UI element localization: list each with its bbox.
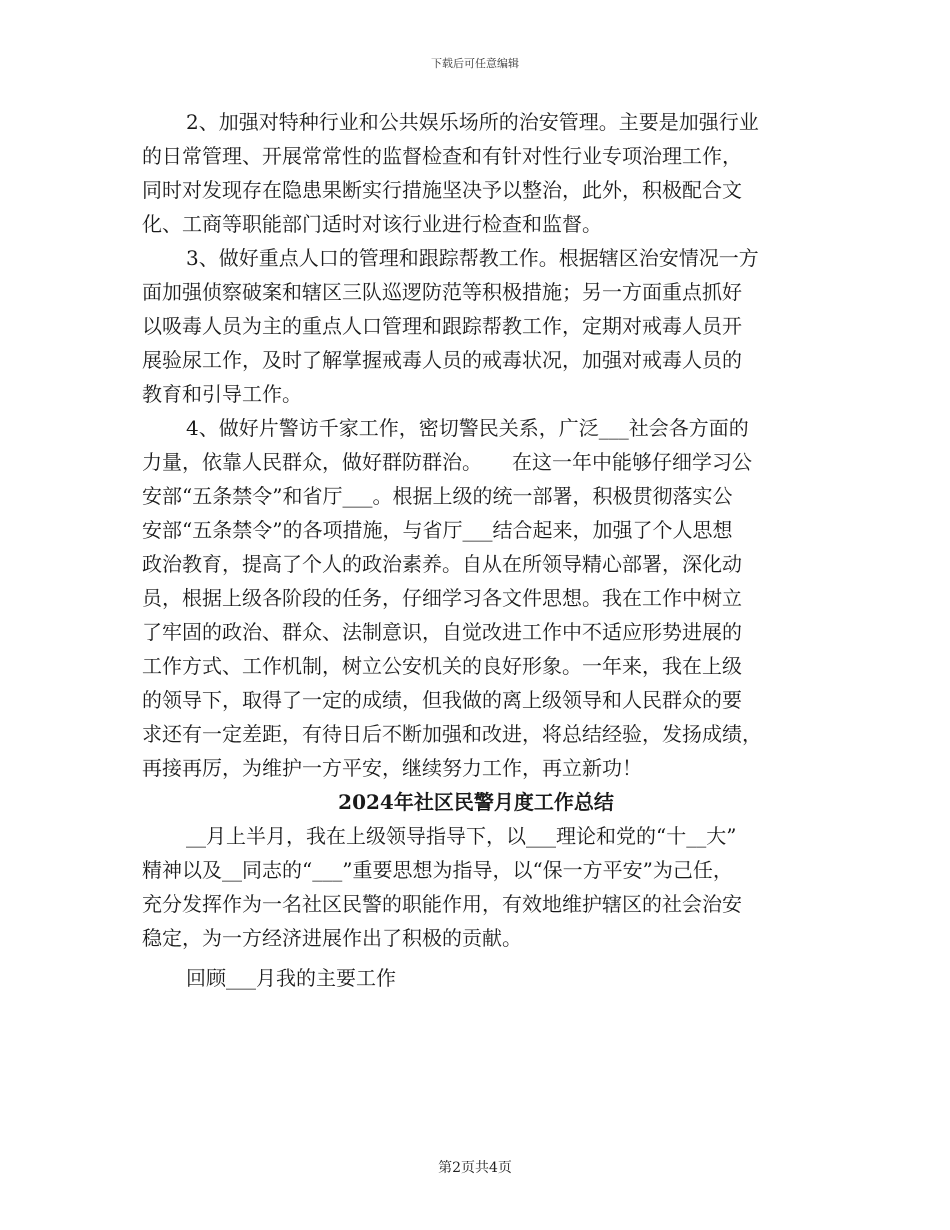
section-title: 2024年社区民警月度工作总结 bbox=[338, 790, 614, 814]
paragraph bbox=[142, 819, 810, 955]
text-line: 3、做好重点人口的管理和跟踪帮教工作。根据辖区治安情况一方 bbox=[186, 246, 759, 270]
text-line: 面加强侦察破案和辖区三队巡逻防范等积极措施；另一方面重点抓好 bbox=[142, 280, 742, 304]
text-line: __月上半月，我在上级领导指导下，以___理论和党的“十__大” bbox=[186, 824, 737, 848]
paragraph bbox=[142, 961, 810, 995]
text-line: 充分发挥作为一名社区民警的职能作用，有效地维护辖区的社会治安 bbox=[142, 892, 742, 916]
text-line: 展验尿工作，及时了解掌握戒毒人员的戒毒状况，加强对戒毒人员的 bbox=[142, 348, 742, 372]
text-line: 政治教育，提高了个人的政治素养。自从在所领导精心部署，深化动 bbox=[142, 552, 742, 576]
text-line: 的日常管理、开展常常性的监督检查和有针对性行业专项治理工作， bbox=[142, 144, 742, 168]
page-footer: 第2页共4页 bbox=[438, 1160, 512, 1176]
document-body bbox=[142, 105, 810, 995]
text-line: 求还有一定差距，有待日后不断加强和改进，将总结经验，发扬成绩， bbox=[142, 722, 762, 746]
text-line: 再接再厉，为维护一方平安，继续努力工作，再立新功！ bbox=[142, 756, 642, 780]
text-line: 教育和引导工作。 bbox=[142, 382, 302, 406]
page-header: 下载后可任意编辑 bbox=[431, 57, 519, 70]
text-line: 工作方式、工作机制，树立公安机关的良好形象。一年来，我在上级 bbox=[142, 654, 742, 678]
text-line: 以吸毒人员为主的重点人口管理和跟踪帮教工作，定期对戒毒人员开 bbox=[142, 314, 742, 338]
text-line: 员，根据上级各阶段的任务，仔细学习各文件思想。我在工作中树立 bbox=[142, 586, 742, 610]
text-line: 安部“五条禁令”的各项措施，与省厅___结合起来，加强了个人思想 bbox=[142, 518, 733, 542]
paragraph bbox=[142, 411, 810, 785]
text-line: 化、工商等职能部门适时对该行业进行检查和监督。 bbox=[142, 212, 602, 236]
text-line: 安部“五条禁令”和省厅___。根据上级的统一部署，积极贯彻落实公 bbox=[142, 484, 733, 508]
text-line: 4、做好片警访千家工作，密切警民关系，广泛___社会各方面的 bbox=[186, 416, 749, 440]
text-line: 的领导下，取得了一定的成绩，但我做的离上级领导和人民群众的要 bbox=[142, 688, 742, 712]
text-line: 力量，依靠人民群众，做好群防群治。 在这一年中能够仔细学习公 bbox=[142, 450, 752, 474]
text-line: 回顾___月我的主要工作 bbox=[186, 966, 396, 990]
text-line: 了牢固的政治、群众、法制意识，自觉改进工作中不适应形势进展的 bbox=[142, 620, 742, 644]
paragraph bbox=[142, 105, 810, 241]
paragraph bbox=[142, 241, 810, 411]
text-line: 同时对发现存在隐患果断实行措施坚决予以整治，此外，积极配合文 bbox=[142, 178, 742, 202]
text-line: 2、加强对特种行业和公共娱乐场所的治安管理。主要是加强行业 bbox=[186, 110, 759, 134]
text-line: 精神以及__同志的“___”重要思想为指导，以“保一方平安”为己任， bbox=[142, 858, 733, 882]
text-line: 稳定，为一方经济进展作出了积极的贡献。 bbox=[142, 926, 522, 950]
